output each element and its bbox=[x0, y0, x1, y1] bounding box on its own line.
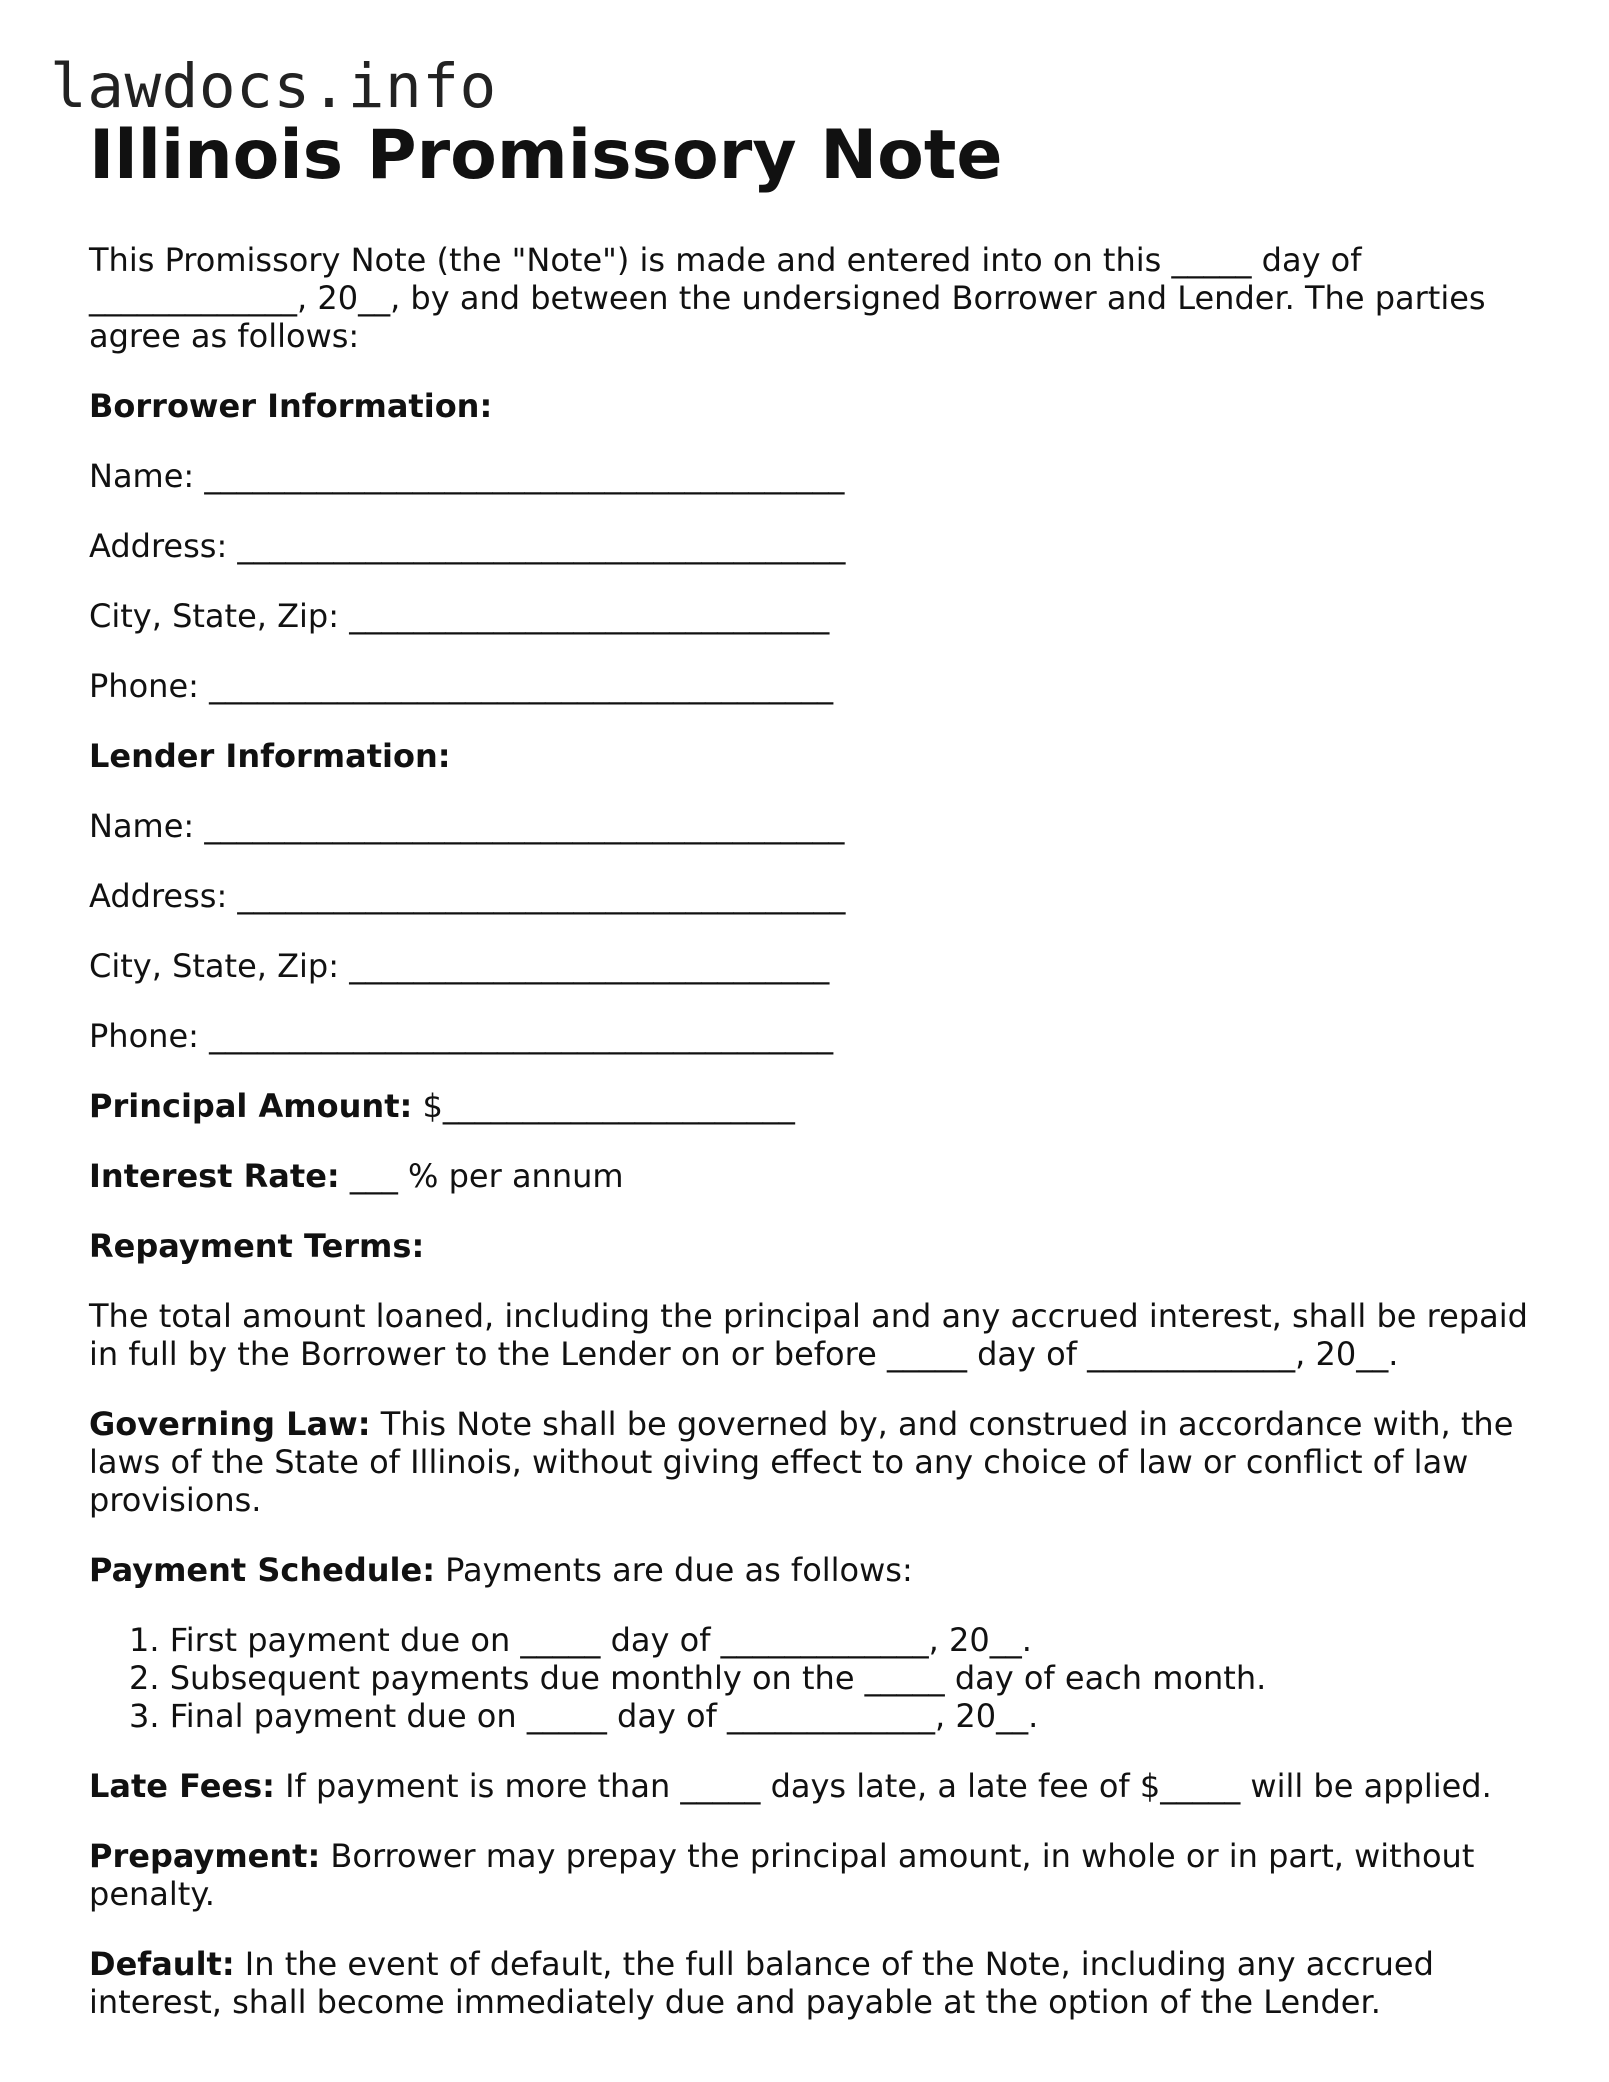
payment-schedule-text: Payments are due as follows: bbox=[445, 1551, 913, 1589]
default-paragraph bbox=[89, 1945, 1529, 2021]
prepayment-text: Borrower may prepay the principal amount, in whole or in part, without penalty. bbox=[89, 1837, 1475, 1913]
borrower-name-field: Name: ________________________________________ bbox=[89, 457, 845, 495]
interest-rate-value: ___ % per annum bbox=[349, 1157, 624, 1195]
document-body bbox=[89, 116, 1529, 2053]
payment-schedule-item: 3. Final payment due on _____ day of _____________, 20__. bbox=[129, 1697, 1039, 1735]
lender-name-field: Name: ________________________________________ bbox=[89, 807, 845, 845]
governing-law-text: This Note shall be governed by, and construed in accordance with, the laws of the State of Illinois, without giving effect to any choice of law or conflict of law provisions. bbox=[89, 1405, 1514, 1519]
lender-phone-field: Phone: _______________________________________ bbox=[89, 1017, 834, 1055]
intro-paragraph: This Promissory Note (the "Note") is made and entered into on this _____ day of _____________, 20__, by and between the undersigned Borrower and Lender. The parties agree as follows: bbox=[89, 241, 1486, 355]
site-logo: lawdocs.info bbox=[50, 51, 497, 122]
principal-amount-value: $______________________ bbox=[422, 1087, 795, 1125]
payment-schedule-label: Payment Schedule: bbox=[89, 1551, 435, 1589]
principal-amount-label: Principal Amount: bbox=[89, 1087, 413, 1125]
borrower-city-state-zip-field: City, State, Zip: ______________________________ bbox=[89, 597, 830, 635]
governing-law-label: Governing Law: bbox=[89, 1405, 371, 1443]
late-fees-text: If payment is more than _____ days late, a late fee of $_____ will be applied. bbox=[285, 1767, 1492, 1805]
lender-address-field: Address: ______________________________________ bbox=[89, 877, 846, 915]
payment-schedule-paragraph bbox=[89, 1551, 1529, 1589]
lender-heading: Lender Information: bbox=[89, 737, 451, 775]
payment-schedule-list bbox=[89, 1621, 1529, 1735]
document-title: Illinois Promissory Note bbox=[89, 116, 1003, 195]
principal-amount-line bbox=[89, 1087, 1529, 1125]
borrower-heading: Borrower Information: bbox=[89, 387, 493, 425]
repayment-terms-heading: Repayment Terms: bbox=[89, 1227, 425, 1265]
late-fees-label: Late Fees: bbox=[89, 1767, 275, 1805]
prepayment-paragraph bbox=[89, 1837, 1529, 1913]
default-label: Default: bbox=[89, 1945, 235, 1983]
payment-schedule-item: 1. First payment due on _____ day of _____________, 20__. bbox=[129, 1621, 1032, 1659]
borrower-phone-field: Phone: _______________________________________ bbox=[89, 667, 834, 705]
repayment-terms-text: The total amount loaned, including the principal and any accrued interest, shall be repaid in full by the Borrower to the Lender on or before _____ day of _____________, 20__. bbox=[89, 1297, 1528, 1373]
interest-rate-line bbox=[89, 1157, 1529, 1195]
late-fees-paragraph bbox=[89, 1767, 1529, 1805]
governing-law-paragraph bbox=[89, 1405, 1529, 1519]
interest-rate-label: Interest Rate: bbox=[89, 1157, 340, 1195]
default-text: In the event of default, the full balance of the Note, including any accrued interest, shall become immediately due and payable at the option of the Lender. bbox=[89, 1945, 1434, 2021]
borrower-address-field: Address: ______________________________________ bbox=[89, 527, 846, 565]
lender-city-state-zip-field: City, State, Zip: ______________________________ bbox=[89, 947, 830, 985]
prepayment-label: Prepayment: bbox=[89, 1837, 321, 1875]
payment-schedule-item: 2. Subsequent payments due monthly on the _____ day of each month. bbox=[129, 1659, 1267, 1697]
